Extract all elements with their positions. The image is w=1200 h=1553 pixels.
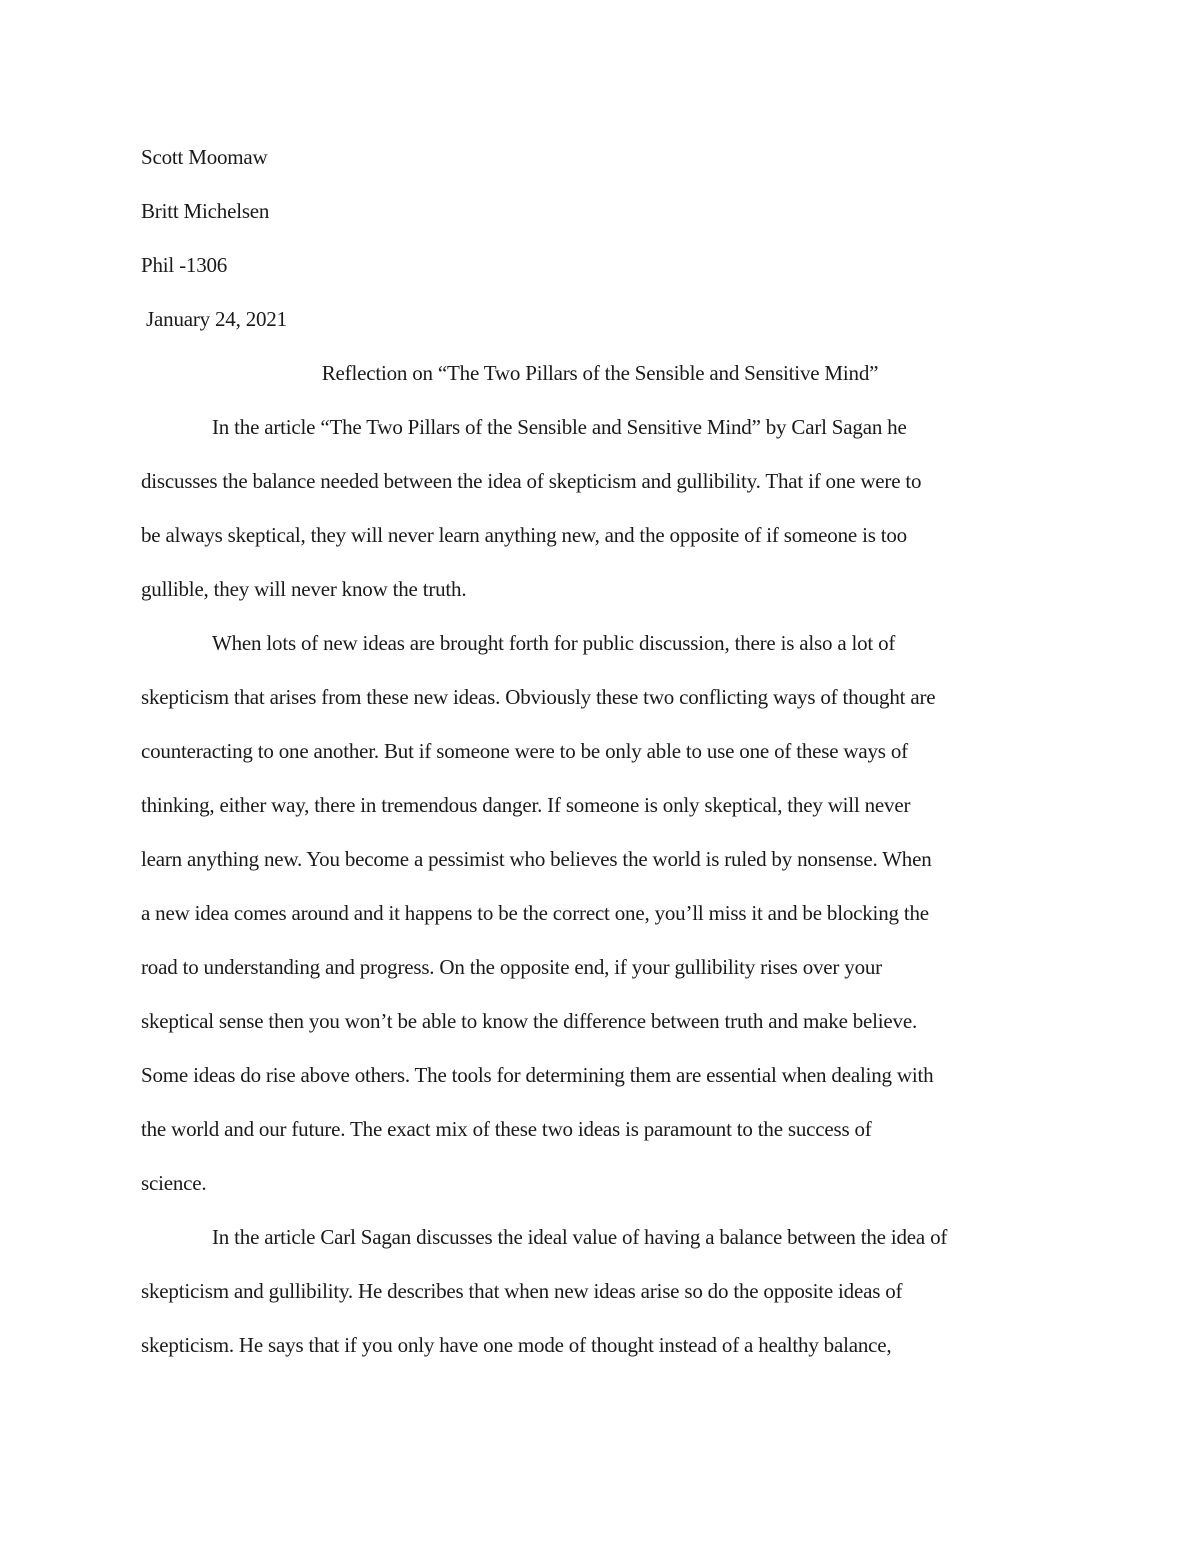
student-name: Scott Moomaw (141, 145, 268, 169)
paragraph-line: road to understanding and progress. On the opposite end, if your gullibility rises over your (141, 955, 882, 979)
paragraph-line: skepticism. He says that if you only have one mode of thought instead of a healthy balance, (141, 1333, 892, 1357)
paragraph-line: science. (141, 1171, 207, 1195)
paragraph-line: a new idea comes around and it happens to be the correct one, you’ll miss it and be blocking the (141, 901, 929, 925)
paragraph-line: the world and our future. The exact mix of these two ideas is paramount to the success of (141, 1117, 872, 1141)
paragraph-line: When lots of new ideas are brought forth for public discussion, there is also a lot of (212, 631, 896, 655)
paragraph-line: counteracting to one another. But if someone were to be only able to use one of these ways of (141, 739, 908, 763)
paragraph-line: skepticism and gullibility. He describes that when new ideas arise so do the opposite ideas of (141, 1279, 903, 1303)
paragraph-line: discusses the balance needed between the idea of skepticism and gullibility. That if one were to (141, 469, 922, 493)
paragraph-line: be always skeptical, they will never learn anything new, and the opposite of if someone is too (141, 523, 907, 547)
essay-title: Reflection on “The Two Pillars of the Sensible and Sensitive Mind” (321, 361, 879, 385)
paragraph-line: Some ideas do rise above others. The tools for determining them are essential when dealing with (141, 1063, 934, 1087)
course-name: Phil -1306 (141, 253, 228, 277)
instructor-name: Britt Michelsen (141, 199, 270, 223)
document-date: January 24, 2021 (141, 307, 287, 331)
paragraph-line: In the article “The Two Pillars of the Sensible and Sensitive Mind” by Carl Sagan he (212, 415, 907, 439)
paragraph-line: In the article Carl Sagan discusses the ideal value of having a balance between the idea of (212, 1225, 948, 1249)
paragraph-line: learn anything new. You become a pessimist who believes the world is ruled by nonsense. When (141, 847, 932, 871)
paragraph-line: thinking, either way, there in tremendous danger. If someone is only skeptical, they will never (141, 793, 911, 817)
paragraph-line: skepticism that arises from these new ideas. Obviously these two conflicting ways of thought are (141, 685, 936, 709)
paragraph-line: gullible, they will never know the truth. (141, 577, 467, 601)
paragraph-line: skeptical sense then you won’t be able to know the difference between truth and make believe. (141, 1009, 918, 1033)
